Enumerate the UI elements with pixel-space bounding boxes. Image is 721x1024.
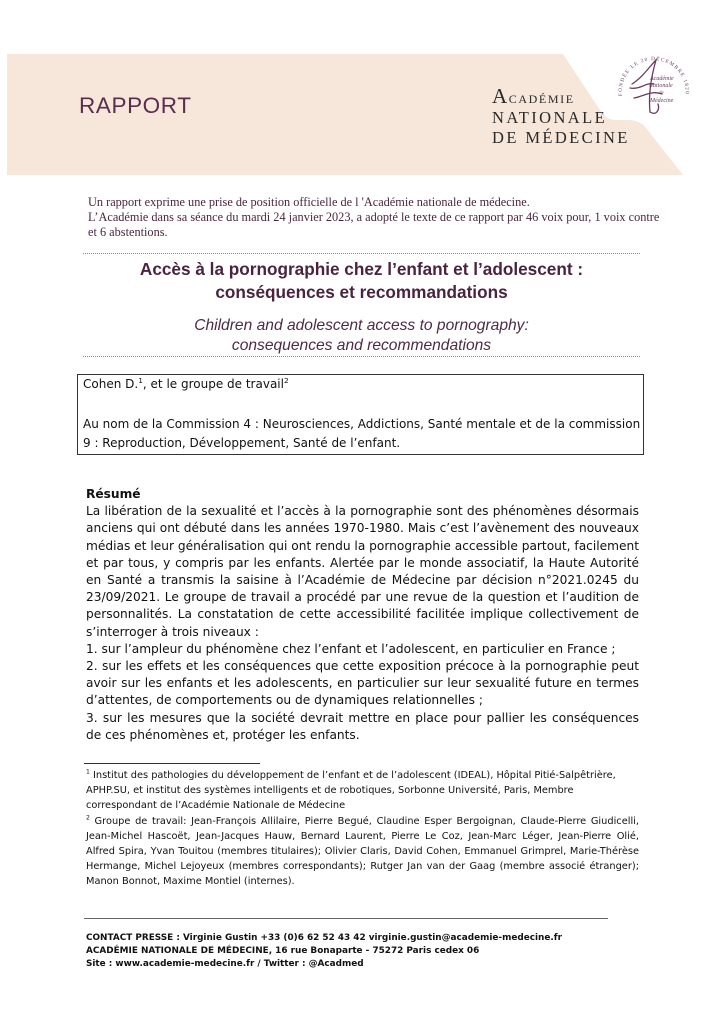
contact-block <box>86 932 646 972</box>
title-english <box>83 316 640 356</box>
seal-signature: Médecine <box>650 98 674 104</box>
title-bottom-rule <box>83 356 640 357</box>
footnote-separator <box>84 763 260 764</box>
footnote-ref[interactable]: 2 <box>283 376 289 385</box>
title-french-line: conséquences et recommandations <box>215 282 508 302</box>
footnote-mark: 2 <box>86 814 90 822</box>
seal-signature: Nationale <box>649 83 673 89</box>
authors-box <box>77 374 644 455</box>
title-french-line: Accès à la pornographie chez l’enfant et l’adolescent : <box>139 259 584 279</box>
footnote-mark: 1 <box>86 768 90 776</box>
title-french <box>83 258 640 304</box>
seal-signature: Académie <box>650 76 674 82</box>
seal-signature: de <box>659 91 664 96</box>
footnote-2 <box>86 814 639 890</box>
academy-address: ACADÉMIE NATIONALE DE MÉDECINE, 16 rue Bonaparte - 75272 Paris cedex 06 <box>86 946 480 957</box>
footnote-1 <box>86 768 639 814</box>
institution-name <box>492 86 630 148</box>
title-top-rule <box>83 253 640 254</box>
institution-line-2: NATIONALE <box>492 108 608 127</box>
intro-line: L’Académie dans sa séance du mardi 24 janvier 2023, a adopté le texte de ce rapport par 46 voix pour, 1 voix contre et 6 abstentions. <box>88 210 660 239</box>
summary-paragraph: La libération de la sexualité et l’accès à la pornographie sont des phénomènes désormais anciens qui ont débuté dans les années 1970-1980. Mais c’est l’avènement des nouveaux médias et leur généralisation qui ont rendu la pornographie accessible partout, facilement et par tous, y compris par les enfants. Alertée par le monde associatif, la Haute Autorité en Santé a transmis la saisine à l’Académie de Médecine par décision n°2021.0245 du 23/09/2021. Le groupe de travail a procédé par une revue de la question et l’audition de personnalités. La constatation de cette accessibilité facilitée implique collectivement de s’interroger à trois niveaux : <box>86 504 640 639</box>
commission-line: 9 : Reproduction, Développement, Santé de l’enfant. <box>83 436 401 450</box>
summary-list-item: 3. sur les mesures que la société devrait mettre en place pour pallier les conséquences de ces phénomènes et, protéger les enfants. <box>86 710 639 742</box>
working-group-label: , et le groupe de travail <box>142 377 284 391</box>
website-twitter[interactable]: Site : www.academie-medecine.fr / Twitter : @Acadmed <box>86 959 364 970</box>
intro-statement <box>88 195 668 240</box>
author-name: Cohen D. <box>83 377 139 391</box>
footnotes <box>86 768 639 890</box>
footnote-text: Institut des pathologies du développement de l’enfant et de l’adolescent (IDEAL), Hôpital Pitié-Salpêtrière, APHP.SU, et institut des systèmes intelligents et de robotiques, Sorbonne Université, Paris, Membre correspondant de l’Académie Nationale de Médecine <box>86 770 616 812</box>
institution-line-3: DE MÉDECINE <box>492 128 630 147</box>
footnote-text: Groupe de travail: Jean-François Allilaire, Pierre Begué, Claudine Esper Bergoignan, Claude-Pierre Giudicelli, Jean-Michel Hascoët, Jean-Jacques Hauw, Bernard Laurent, Pierre Le Coz, Jean-Marc Léger, Jean-Pierre Olié, Alfred Spira, Yvan Touitou (membres titulaires); Olivier Claris, David Cohen, Emmanuel Grimprel, Marie-Thérèse Hermange, Michel Lejoyeux (membres correspondants); Rutger Jan van der Gaag (membre associé étranger); Manon Bonnot, Maxime Montiel (internes). <box>86 815 639 888</box>
title-english-line: Children and adolescent access to pornography: <box>194 317 529 334</box>
institution-initial: A <box>492 84 509 108</box>
seal-ring-text: FONDÉE LE 20 DÉCEMBRE 1820 <box>617 56 690 97</box>
intro-line: Un rapport exprime une prise de position officielle de l 'Académie nationale de médecine. <box>88 195 530 209</box>
summary-section <box>86 486 639 744</box>
commission-line: Au nom de la Commission 4 : Neurosciences, Addictions, Santé mentale et de la commission <box>83 417 641 431</box>
footnote-ref[interactable]: 1 <box>138 376 143 385</box>
contact-separator <box>84 918 608 919</box>
summary-list-item: 1. sur l’ampleur du phénomène chez l’enfant et l’adolescent, en particulier en France ; <box>86 641 616 656</box>
institution-line-1 <box>492 86 630 108</box>
institution-rest: cadémie <box>508 88 575 107</box>
press-contact[interactable]: CONTACT PRESSE : Virginie Gustin +33 (0)6 62 52 43 42 virginie.gustin@academie-medecine.fr <box>86 933 562 943</box>
summary-list-item: 2. sur les effets et les conséquences que cette exposition précoce à la pornographie peut avoir sur les enfants et les adolescents, en particulier sur leur sexualité future en termes d’attentes, de comportements ou de dynamiques relationnelles ; <box>86 659 639 708</box>
authors-line <box>78 375 643 394</box>
document-type-label: RAPPORT <box>79 93 192 118</box>
title-english-line: consequences and recommendations <box>231 337 492 354</box>
summary-heading: Résumé <box>86 487 141 501</box>
